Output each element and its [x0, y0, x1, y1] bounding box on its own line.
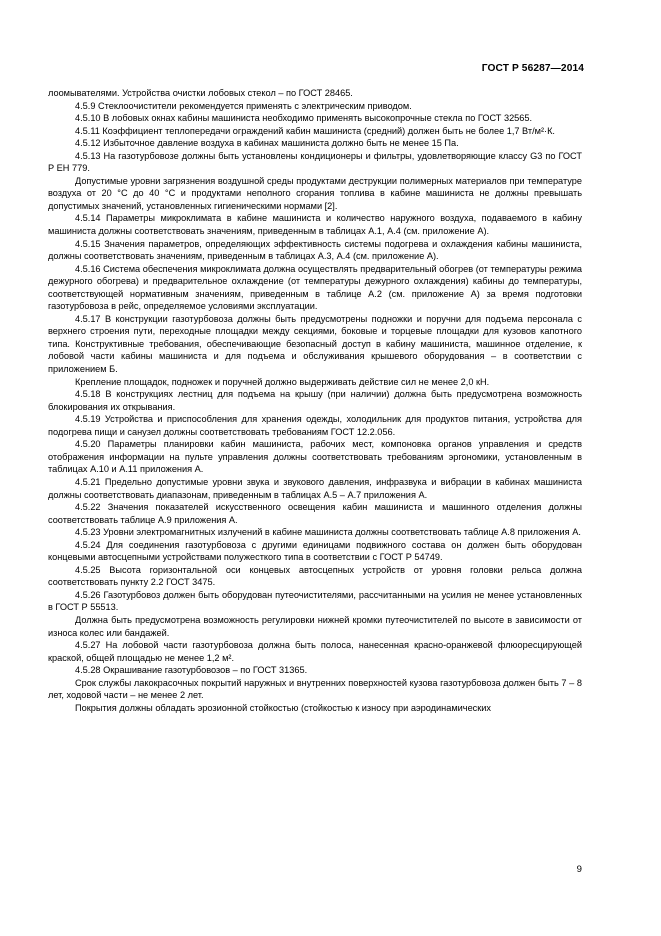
paragraph: 4.5.28 Окрашивание газотурбовозов – по ГОСТ 31365. — [75, 665, 308, 676]
paragraph: лоомывателями. Устройства очистки лобовых стекол – по ГОСТ 28465. — [48, 88, 353, 98]
paragraph: 4.5.15 Значения параметров, определяющих эффективность системы подогрева и охлаждения кабины машиниста, должны соответствовать значениям, приведенным в таблицах А.3, А.4 (см. приложение А). — [48, 238, 582, 262]
paragraph: 4.5.19 Устройства и приспособления для хранения одежды, холодильник для продуктов питания, устройства для подогрева пищи и санузел должны соответствовать требованиям ГОСТ 12.2.056. — [48, 414, 582, 437]
paragraph: 4.5.20 Параметры планировки кабин машиниста, рабочих мест, компоновка органов управления и средств отображения информации на пульте управления должны соответствовать требованиям эргономики, установленным в таблицах А.10 и А.11 приложения А. — [48, 439, 582, 475]
paragraph: 4.5.25 Высота горизонтальной оси концевых автосцепных устройств от уровня головки рельса должна соответствовать пункту 2.2 ГОСТ 3475. — [48, 564, 582, 588]
paragraph: 4.5.26 Газотурбовоз должен быть оборудован путеочистителями, рассчитанными на усилия не менее установленных в ГОСТ Р 55513. — [48, 589, 582, 613]
paragraph: 4.5.12 Избыточное давление воздуха в кабинах машиниста должно быть не менее 15 Па. — [75, 138, 459, 149]
paragraph: Крепление площадок, подножек и поручней должно выдерживать действие сил не менее 2,0 кН. — [75, 376, 490, 387]
paragraph: 4.5.21 Предельно допустимые уровни звука и звукового давления, инфразвука и вибрации в кабинах машиниста должны соответствовать диапазонам, приведенным в таблицах А.5 – А.7 приложения А. — [48, 476, 582, 500]
paragraph: 4.5.14 Параметры микроклимата в кабине машиниста и количество наружного воздуха, подаваемого в кабину машиниста должны соответствовать значениям, приведенным в таблицах А.1, А.4 (см. приложение А). — [48, 213, 582, 237]
page-number: 9 — [576, 864, 582, 875]
paragraph: 4.5.13 На газотурбовозе должны быть установлены кондиционеры и фильтры, удовлетворяющие классу G3 по ГОСТ Р ЕН 779. — [48, 150, 582, 174]
paragraph: 4.5.16 Система обеспечения микроклимата должна осуществлять предварительный обогрев (от температуры режима дежурного обогрева) и предварительное охлаждение (от температуры дежурного охлаждения) кабины до температуры, соответствующей нормативным значениям, приведенным в таблице А.2 (см. приложение А) за время подготовки газотурбовоза в рейс, определяемое условиями эксплуатации. — [48, 263, 582, 312]
document-header: ГОСТ Р 56287—2014 — [481, 63, 584, 74]
paragraph: 4.5.11 Коэффициент теплопередачи ограждений кабин машиниста (средний) должен быть не более 1,7 Вт/м²·К. — [75, 125, 555, 136]
document-body — [48, 87, 582, 714]
paragraph: Должна быть предусмотрена возможность регулировки нижней кромки путеочистителей по высоте в зависимости от износа колес или бандажей. — [48, 614, 582, 638]
paragraph: 4.5.17 В конструкции газотурбовоза должны быть предусмотрены подножки и поручни для подъема персонала с верхнего строения пути, переходные площадки между секциями, боковые и торцевые площадки для кузовов капотного типа. Конструктивные требования, обеспечивающие безопасный доступ в кабину машиниста, машинное отделение, к лобовой части кабины машиниста и для подъема и обслуживания крышевого оборудования – в соответствии с приложением Б. — [48, 313, 582, 375]
paragraph: 4.5.9 Стеклоочистители рекомендуется применять с электрическим приводом. — [75, 100, 412, 111]
paragraph: 4.5.22 Значения показателей искусственного освещения кабин машиниста и машинного отделения должны соответствовать таблице А.9 приложения А. — [48, 502, 582, 525]
paragraph: 4.5.27 На лобовой части газотурбовоза должна быть полоса, нанесенная красно-оранжевой флюоресцирующей краской, общей площадью не менее 1,2 м². — [48, 640, 582, 663]
paragraph: 4.5.10 В лобовых окнах кабины машиниста необходимо применять высокопрочные стекла по ГОСТ 32565. — [75, 113, 533, 124]
paragraph: Срок службы лакокрасочных покрытий наружных и внутренних поверхностей кузова газотурбовоза должен быть 7 – 8 лет, ходовой части – не менее 2 лет. — [48, 677, 582, 701]
paragraph: Допустимые уровни загрязнения воздушной среды продуктами деструкции полимерных материалов при температуре воздуха от 20 °С до 40 °С и продуктами неполного сгорания топлива в кабине машиниста не должны превышать допустимых значений, установленных гигиеническими нормами [2]. — [48, 175, 582, 211]
paragraph: 4.5.24 Для соединения газотурбовоза с другими единицами подвижного состава он должен быть оборудован концевыми автосцепными устройствами полужесткого типа в соответствии с ГОСТ Р 54749. — [48, 539, 582, 563]
paragraph: Покрытия должны обладать эрозионной стойкостью (стойкостью к износу при аэродинамических — [75, 702, 492, 713]
paragraph: 4.5.18 В конструкциях лестниц для подъема на крышу (при наличии) должна быть предусмотрена возможность блокирования их открывания. — [48, 389, 582, 412]
paragraph: 4.5.23 Уровни электромагнитных излучений в кабине машиниста должны соответствовать таблице А.8 приложения А. — [75, 527, 581, 538]
